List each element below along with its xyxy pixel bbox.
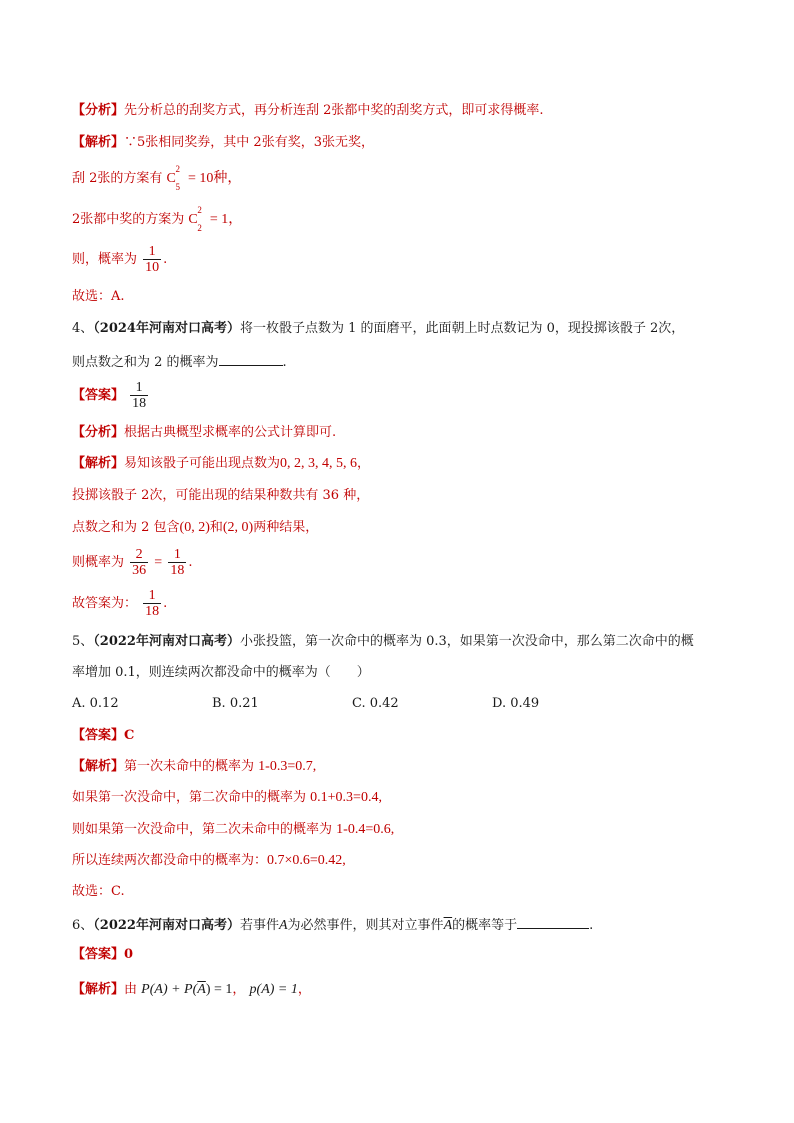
q5-choice-line: 故选：C.: [72, 884, 125, 899]
q3-analysis-line: [72, 102, 734, 120]
fraction: $\frac{1}{18}$: [132, 380, 147, 411]
solution-tag: 【解析】: [72, 759, 125, 774]
question-number: 6、: [72, 918, 94, 933]
q4-solution-line1: 【解析】易知该骰子可能出现点数为0, 2, 3, 4, 5, 6，: [72, 456, 371, 471]
q3-solution-line3: [72, 205, 734, 233]
solution-tag: 【解析】: [72, 982, 125, 997]
q6-solution-line1: 【解析】由 $P(A) + P(\overline{A}) = 1$， p(A) = 1，: [72, 982, 311, 997]
combination-expression: C 2 2: [188, 205, 202, 233]
q5-solution-line3: 则如果第一次没命中，第二次未命中的概率为 1-0.4=0.6,: [72, 822, 395, 837]
q5-solution-line1: 【解析】第一次未命中的概率为 1-0.3=0.7,: [72, 759, 317, 774]
answer-tag: 【答案】: [72, 947, 125, 962]
q4-solution-line2: 投掷该骰子 2次，可能出现的结果种数共有 36 种，: [72, 488, 370, 503]
q3-choice-line: 故选：A.: [72, 289, 125, 304]
answer-blank: [219, 352, 283, 366]
q3-solution-line4: 则，概率为 $\frac{1}{10}$ .: [72, 244, 168, 275]
q5-stem-line1: 5、（2022年河南对口高考）小张投篮，第一次命中的概率为 0.3，如果第一次没命中，那么第二次命中的概: [72, 634, 694, 649]
answer-value: 0: [124, 947, 134, 962]
q4-stem-line2: 则点数之和为 2 的概率为 .: [72, 352, 734, 372]
q4-solution-line5: 故答案为： $\frac{1}{18}$ .: [72, 588, 168, 619]
solution-tag: 【解析】: [72, 135, 125, 150]
fraction: $\frac{2}{36}$: [132, 547, 147, 578]
fraction: $\frac{1}{18}$: [145, 588, 160, 619]
q3-solution-line2: [72, 164, 734, 192]
q4-solution-line3: 点数之和为 2 包含(0, 2)和(2, 0)两种结果，: [72, 520, 319, 535]
question-number: 4、: [72, 321, 94, 336]
q4-answer-line: [72, 380, 734, 411]
fraction: $\frac{1}{10}$: [145, 244, 160, 275]
solution-text: ∵5张相同奖券，其中 2张有奖，3张无奖，: [124, 135, 374, 150]
text: 2张都中奖的方案为: [72, 212, 185, 227]
q4-analysis-line: 【分析】根据古典概型求概率的公式计算即可.: [72, 425, 337, 440]
answer-tag: 【答案】: [72, 728, 125, 743]
question-source: （2022年河南对口高考）: [93, 918, 240, 933]
q4-solution-line4: 则概率为 $\frac{2}{36}$ = $\frac{1}{18}$ .: [72, 547, 193, 578]
q5-solution-line4: 所以连续两次都没命中的概率为：0.7×0.6=0.42,: [72, 853, 346, 868]
q6-answer-line: [72, 946, 734, 964]
analysis-tag: 【分析】: [72, 103, 125, 118]
question-source: （2022年河南对口高考）: [93, 634, 240, 649]
q5-solution-line2: 如果第一次没命中，第二次命中的概率为 0.1+0.3=0.4,: [72, 790, 382, 805]
question-number: 5、: [72, 634, 94, 649]
q5-answer-line: [72, 727, 734, 745]
answer-tag: 【答案】: [72, 388, 125, 403]
option-c: C. 0.42: [352, 696, 399, 711]
analysis-tag: 【分析】: [72, 425, 125, 440]
combination-expression: C 2 5: [166, 164, 181, 192]
answer-blank: [517, 915, 589, 929]
analysis-text: 先分析总的刮奖方式，再分析连刮 2张都中奖的刮奖方式，即可求得概率.: [124, 103, 544, 118]
q3-solution-line1: [72, 134, 734, 152]
answer-value: C: [124, 728, 135, 743]
q6-stem-line: 6、（2022年河南对口高考）若事件A为必然事件，则其对立事件$\overline{A}$的概率等于 .: [72, 915, 734, 935]
option-b: B. 0.21: [212, 696, 259, 711]
text: 则，概率为: [72, 252, 138, 267]
q5-stem-line2: 率增加 0.1，则连续两次都没命中的概率为（ ）: [72, 665, 370, 680]
option-a: A. 0.12: [72, 696, 119, 711]
solution-tag: 【解析】: [72, 456, 125, 471]
text: = 1，: [209, 212, 243, 227]
text: 刮 2张的方案有: [72, 171, 163, 186]
text: = 10种，: [188, 171, 242, 186]
question-source: （2024年河南对口高考）: [93, 321, 240, 336]
option-d: D. 0.49: [492, 696, 540, 711]
fraction: $\frac{1}{18}$: [170, 547, 185, 578]
q4-stem-line1: 4、（2024年河南对口高考）将一枚骰子点数为 1 的面磨平，此面朝上时点数记为 0，现投掷该骰子 2次，: [72, 321, 685, 336]
